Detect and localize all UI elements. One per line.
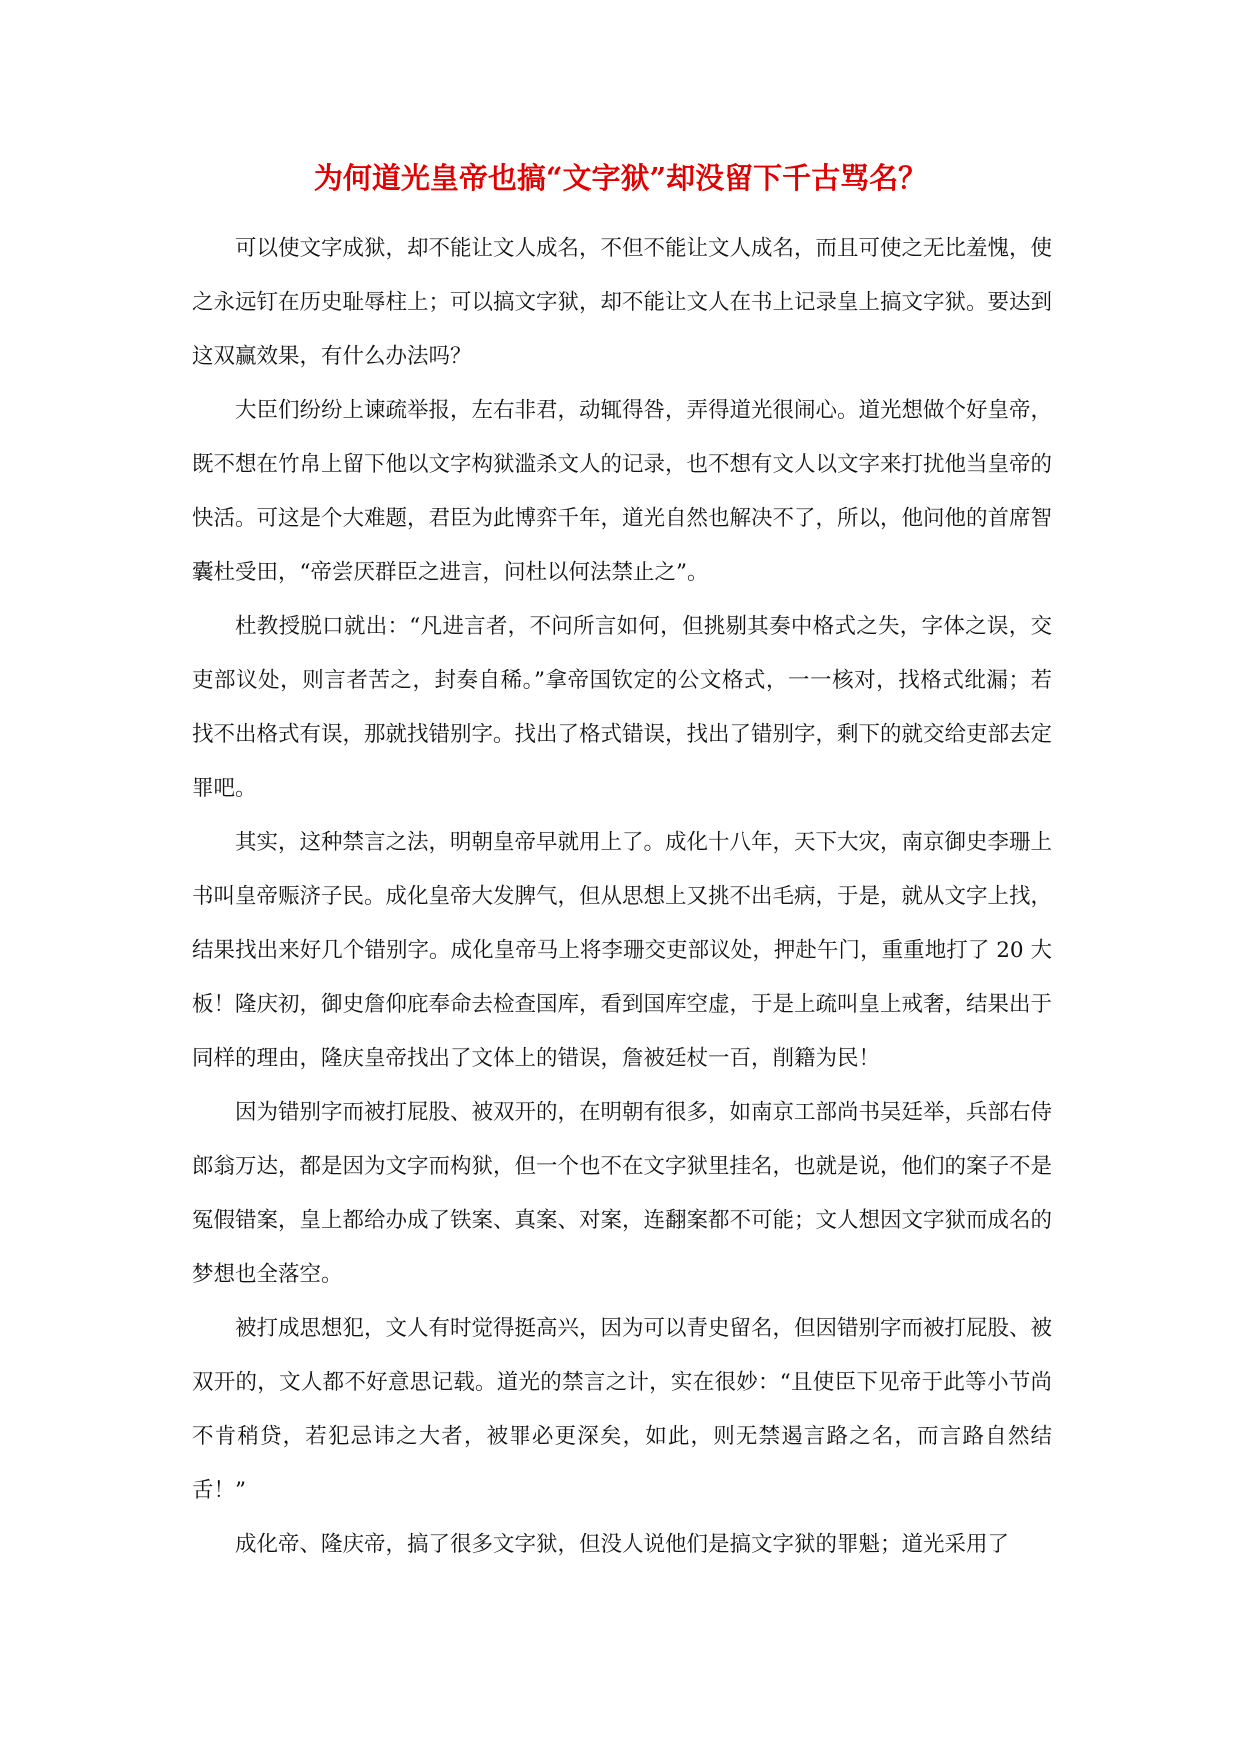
paragraph-1: 可以使文字成狱，却不能让文人成名，不但不能让文人成名，而且可使之无比羞愧，使之永远钉在历史耻辱柱上；可以搞文字狱，却不能让文人在书上记录皇上搞文字狱。要达到这双赢效果，有什么办法吗？ bbox=[192, 236, 1053, 369]
paragraph-5: 因为错别字而被打屁股、被双开的，在明朝有很多，如南京工部尚书吴廷举，兵部右侍郎翁万达，都是因为文字而构狱，但一个也不在文字狱里挂名，也就是说，他们的案子不是冤假错案，皇上都给办成了铁案、真案、对案，连翻案都不可能；文人想因文字狱而成名的梦想也全落空。 bbox=[192, 1100, 1053, 1287]
paragraph-3: 杜教授脱口就出：“凡进言者，不问所言如何，但挑剔其奏中格式之失，字体之误，交吏部议处，则言者苦之，封奏自稀。”拿帝国钦定的公文格式，一一核对，找格式纰漏；若找不出格式有误，那就找错别字。找出了格式错误，找出了错别字，剩下的就交给吏部去定罪吧。 bbox=[192, 614, 1053, 801]
article-body bbox=[192, 222, 1052, 1572]
paragraph-4: 其实，这种禁言之法，明朝皇帝早就用上了。成化十八年，天下大灾，南京御史李珊上书叫皇帝赈济子民。成化皇帝大发脾气，但从思想上又挑不出毛病，于是，就从文字上找，结果找出来好几个错别字。成化皇帝马上将李珊交吏部议处，押赴午门，重重地打了 20 大板！隆庆初，御史詹仰庇奉命去检查国库，看到国库空虚，于是上疏叫皇上戒奢，结果出于同样的理由，隆庆皇帝找出了文体上的错误，詹被廷杖一百，削籍为民！ bbox=[192, 830, 1053, 1071]
paragraph-6: 被打成思想犯，文人有时觉得挺高兴，因为可以青史留名，但因错别字而被打屁股、被双开的，文人都不好意思记载。道光的禁言之计，实在很妙：“且使臣下见帝于此等小节尚不肯稍贷，若犯忌讳之大者，被罪必更深矣，如此，则无禁遏言路之名，而言路自然结舌！” bbox=[192, 1316, 1053, 1503]
paragraph-7: 成化帝、隆庆帝，搞了很多文字狱，但没人说他们是搞文字狱的罪魁；道光采用了 bbox=[235, 1532, 1010, 1557]
page-title: 为何道光皇帝也搞“文字狱”却没留下千古骂名？ bbox=[313, 161, 928, 195]
paragraph-2: 大臣们纷纷上谏疏举报，左右非君，动辄得咎，弄得道光很闹心。道光想做个好皇帝，既不想在竹帛上留下他以文字构狱滥杀文人的记录，也不想有文人以文字来打扰他当皇帝的快活。可这是个大难题，君臣为此博弈千年，道光自然也解决不了，所以，他问他的首席智囊杜受田，“帝尝厌群臣之进言，问杜以何法禁止之”。 bbox=[192, 398, 1053, 585]
